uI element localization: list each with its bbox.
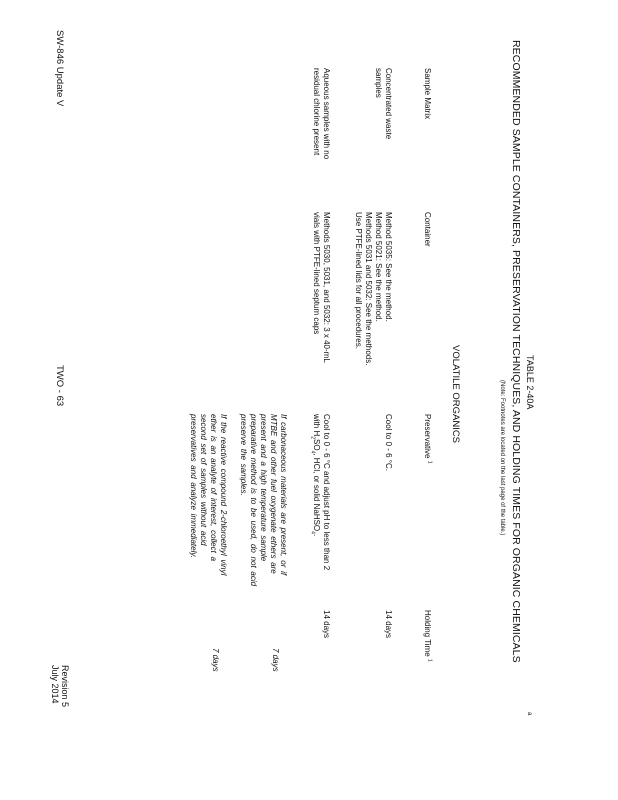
row2-holding-time: 14 days	[322, 610, 331, 639]
table-title: RECOMMENDED SAMPLE CONTAINERS, PRESERVATION TECHNIQUES, AND HOLDING TIMES FOR ORGANIC CHEMICALS	[510, 40, 522, 663]
row2-preservative-line2: with $H_2SO_4$, HCl, or solid NaHSO$_4$.	[309, 414, 321, 537]
row1-matrix-line2: samples	[374, 68, 383, 98]
section-heading: VOLATILE ORGANICS	[450, 345, 461, 444]
column-header-holding-time: Holding Time $^1$	[423, 610, 433, 662]
row2-matrix-line1: Aqueous samples with no	[322, 68, 331, 160]
footer-revision: Revision 5	[60, 665, 70, 708]
note1-line3: present and a high temperature sample	[259, 414, 268, 562]
table-note: (Note: Footnotes are located on the last page of the table.)	[499, 380, 505, 536]
row1-preservative: Cool to 0 - 6 °C.	[384, 414, 393, 471]
note2-line4: preservatives and analyze immediately.	[189, 414, 198, 558]
column-header-preservative: Preservative $^1$	[423, 414, 433, 464]
row1-holding-time: 14 days	[384, 610, 393, 639]
row2-container-line1: Methods 5030, 5031, and 5032: 3 x 40-mL	[322, 212, 331, 363]
note2-line1: If the reactive compound 2-chloroethyl vinyl	[219, 414, 228, 576]
note2-line2: ether is an analyte of interest, collect a	[209, 414, 218, 562]
row2-preservative-line1: Cool to 0 - 6 °C and adjust pH to less than 2	[322, 414, 331, 571]
note1-holding-time: 7 days	[271, 648, 280, 672]
footer-page-number: TWO - 63	[54, 365, 65, 407]
row1-container-line1: Method 5035: See the method.	[384, 212, 393, 322]
footer-left: SW-846 Update V	[54, 30, 65, 107]
row2-matrix-line2: residual chlorine present	[312, 68, 321, 156]
note1-line2: MTBE and other fuel oxygenate ethers are	[269, 414, 278, 574]
note1-line5: preserve the samples.	[239, 414, 248, 496]
row1-container-line2: Method 5021: See the method.	[374, 212, 383, 322]
row1-container-line4: Use PTFE-lined lids for all procedures.	[354, 212, 363, 349]
row1-container-line3: Methods 5031 and 5032: See the methods.	[364, 212, 373, 366]
footer-date: July 2014	[50, 665, 60, 704]
table-number: TABLE 2-40A	[525, 355, 535, 410]
row2-container-line2: vials with PTFE-lined septum caps	[312, 212, 321, 335]
footer-right	[50, 665, 70, 707]
note2-line3: second set of samples without acid	[199, 414, 208, 546]
note1-line4: preparative method is to be used, do not acid	[249, 414, 258, 587]
column-header-container: Container	[423, 212, 432, 247]
column-header-sample-matrix: Sample Matrix	[423, 68, 432, 120]
title-superscript: a	[526, 712, 532, 716]
row1-matrix-line1: Concentrated waste	[384, 68, 393, 140]
note2-holding-time: 7 days	[211, 648, 220, 672]
note1-line1: If carbonaceous materials are present, or if	[279, 414, 288, 576]
